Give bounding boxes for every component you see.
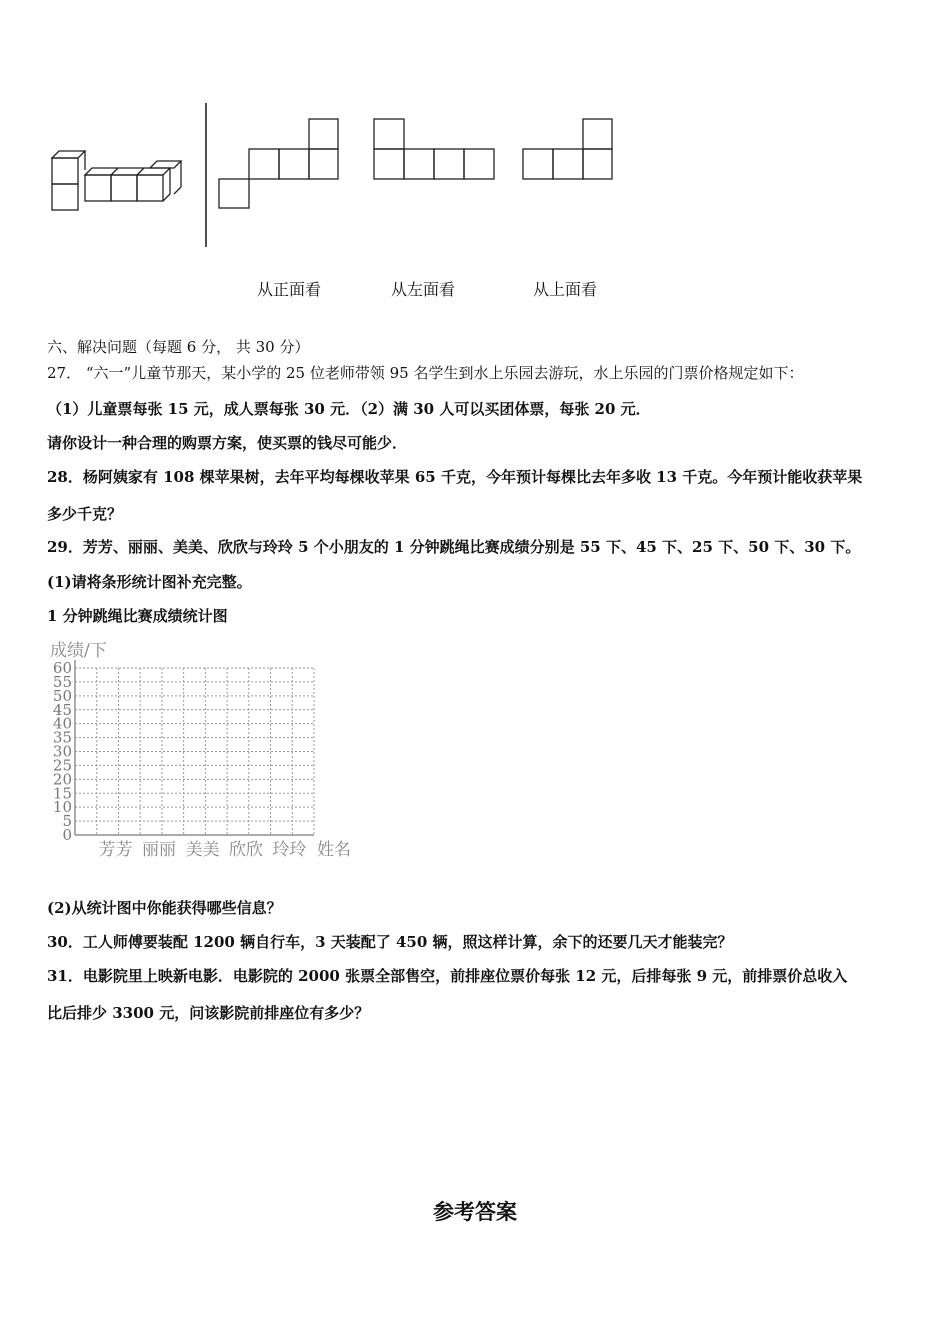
- y-tick-label: 35: [52, 728, 72, 747]
- y-tick-label: 40: [52, 714, 72, 733]
- x-category-label: 欣欣: [228, 840, 263, 860]
- y-tick-label: 10: [52, 798, 72, 817]
- y-tick-label: 0: [62, 826, 72, 844]
- top-view-figure: [523, 119, 612, 179]
- q29-chart-title: 1 分钟跳绳比赛成绩统计图: [47, 607, 228, 625]
- q28-line-2: 多少千克？: [47, 505, 123, 523]
- x-category-label: 美美: [185, 840, 220, 860]
- y-tick-label: 50: [52, 686, 72, 705]
- y-tick-label: 45: [52, 700, 72, 719]
- y-axis-label: 成绩/下: [50, 641, 107, 661]
- section-heading: 六、解决问题（每题 6 分， 共 30 分）: [47, 338, 310, 356]
- q31-line-1: 31．电影院里上映新电影．电影院的 2000 张票全部售空，前排座位票价每张 12 元，后排每张 9 元，前排票价总收入: [47, 967, 848, 985]
- q27-line-3: 请你设计一种合理的购票方案，使买票的钱尽可能少．: [47, 434, 408, 452]
- y-tick-label: 25: [52, 756, 72, 775]
- top-view-label: 从上面看: [533, 280, 598, 299]
- cube-model: [52, 151, 181, 210]
- y-tick-label: 15: [52, 784, 72, 803]
- q31-line-2: 比后排少 3300 元，问该影院前排座位有多少？: [47, 1004, 370, 1022]
- front-view-figure: [219, 119, 338, 208]
- y-tick-label: 30: [52, 742, 72, 761]
- q29-part-2: (2)从统计图中你能获得哪些信息？: [47, 899, 282, 917]
- y-tick-label: 5: [62, 812, 72, 831]
- jump-rope-bar-chart: [44, 638, 351, 866]
- left-view-label: 从左面看: [391, 280, 456, 299]
- left-view-figure: [374, 119, 494, 179]
- x-category-label: 丽丽: [142, 840, 177, 860]
- y-tick-label: 60: [52, 659, 72, 677]
- q30-line: 30．工人师傅要装配 1200 辆自行车，3 天装配了 450 辆，照这样计算，余下的还要几天才能装完？: [47, 933, 733, 951]
- y-tick-label: 55: [52, 672, 72, 691]
- q29-part-1: (1)请将条形统计图补充完整。: [47, 573, 252, 591]
- x-axis-label: 姓名: [317, 840, 351, 860]
- front-view-label: 从正面看: [257, 280, 322, 299]
- q27-line-2: （1）儿童票每张 15 元，成人票每张 30 元．（2）满 30 人可以买团体票，每张 20 元．: [47, 400, 651, 418]
- answers-title: 参考答案: [433, 1200, 517, 1224]
- q27-line-1: 27． “六一”儿童节那天，某小学的 25 位老师带领 95 名学生到水上乐园去游玩，水上乐园的门票价格规定如下：: [47, 364, 804, 382]
- q29-line-1: 29．芳芳、丽丽、美美、欣欣与玲玲 5 个小朋友的 1 分钟跳绳比赛成绩分别是 55 下、45 下、25 下、50 下、30 下。: [47, 538, 861, 556]
- x-category-label: 芳芳: [98, 840, 133, 860]
- y-tick-label: 20: [52, 770, 72, 789]
- q28-line-1: 28．杨阿姨家有 108 棵苹果树，去年平均每棵收苹果 65 千克，今年预计每棵比去年多收 13 千克。今年预计能收获苹果: [47, 468, 863, 486]
- x-category-label: 玲玲: [272, 840, 307, 860]
- three-view-figure: [40, 95, 640, 255]
